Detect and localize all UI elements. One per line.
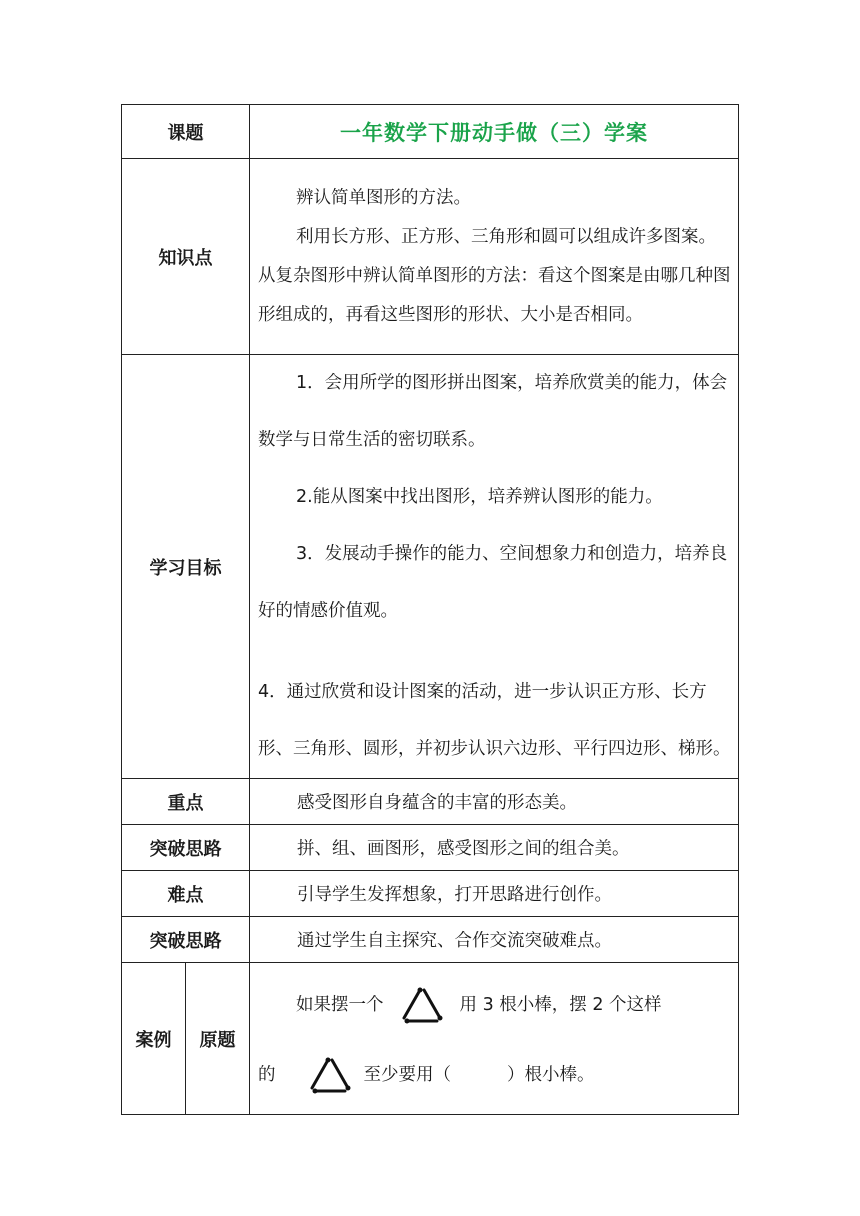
case-sub-label: 原题 [186,963,250,1115]
goal-item: 3．发展动手操作的能力、空间想象力和创造力，培养良好的情感价值观。 [258,544,728,621]
difficulty-approach-label: 突破思路 [122,917,250,963]
case-text: 至少要用（ [363,1065,451,1085]
case-label: 案例 [122,963,186,1115]
row-difficulty-approach [122,917,739,963]
case-text: ）根小棒。 [507,1065,595,1085]
goal-spacer [258,640,732,664]
row-key-approach [122,825,739,871]
row-difficulty [122,871,739,917]
goals-content [250,355,739,779]
knowledge-content [250,159,739,355]
key-approach-text: 拼、组、画图形，感受图形之间的组合美。 [250,825,739,871]
goals-label: 学习目标 [122,355,250,779]
case-text: 用 3 根小棒，摆 2 个这样 [459,995,662,1015]
case-text: 的 [258,1065,276,1085]
key-point-text: 感受图形自身蕴含的丰富的形态美。 [250,779,739,825]
knowledge-label: 知识点 [122,159,250,355]
key-approach-label: 突破思路 [122,825,250,871]
key-point-label: 重点 [122,779,250,825]
lesson-title: 一年数学下册动手做（三）学案 [250,105,739,159]
lesson-plan-table [121,104,739,1115]
knowledge-paragraph: 利用长方形、正方形、三角形和圆可以组成许多图案。从复杂图形中辨认简单图形的方法：看这个图案是由哪几种图形组成的，再看这些图形的形状、大小是否相同。 [258,226,731,325]
topic-label: 课题 [122,105,250,159]
row-topic [122,105,739,159]
row-case [122,963,739,1115]
row-key-point [122,779,739,825]
difficulty-label: 难点 [122,871,250,917]
knowledge-line: 辨认简单图形的方法。 [296,187,471,208]
difficulty-text: 引导学生发挥想象，打开思路进行创作。 [250,871,739,917]
row-goals [122,355,739,779]
row-knowledge [122,159,739,355]
goal-item: 4．通过欣赏和设计图案的活动，进一步认识正方形、长方形、三角形、圆形，并初步认识六边形、平行四边形、梯形。 [258,682,731,759]
case-line-1 [258,969,730,1039]
matchstick-triangle-icon [306,1054,354,1094]
goal-item: 1．会用所学的图形拼出图案，培养欣赏美的能力，体会数学与日常生活的密切联系。 [258,373,728,450]
goal-item: 2.能从图案中找出图形，培养辨认图形的能力。 [296,487,663,507]
case-text: 如果摆一个 [296,995,384,1015]
case-line-2 [258,1039,730,1109]
matchstick-triangle-icon [398,984,446,1024]
case-content [250,963,739,1115]
difficulty-approach-text: 通过学生自主探究、合作交流突破难点。 [250,917,739,963]
